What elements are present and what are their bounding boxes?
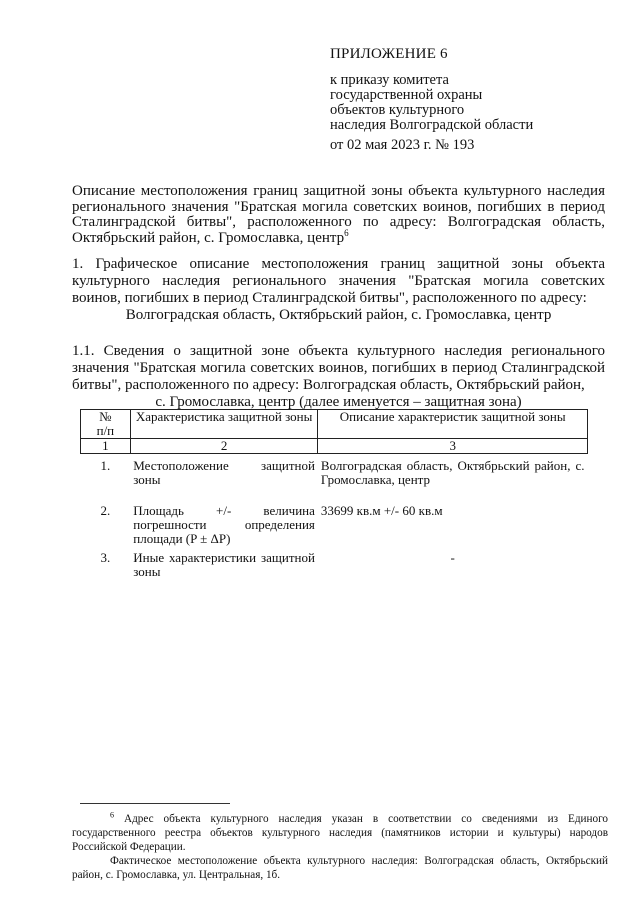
row-characteristic-part: площади (P ± ΔP) (133, 531, 231, 546)
document-title (72, 184, 605, 246)
header-number (81, 410, 131, 439)
header-description: Описание характеристик защитной зоны (318, 410, 588, 439)
table-row (81, 546, 588, 579)
footnote-mark: 6 (110, 810, 114, 820)
order-line: наследия Волгоградской области (330, 117, 534, 133)
document-title-text: Описание местоположения границ защитной зоны объекта культурного наследия регионального значения "Братская могила советских воинов, погибших в период Сталинградской битвы", расположенного по адресу: Волгоградская область, Октябрьский район, с. Громославка, центр (72, 183, 605, 246)
section-1-1-last-line: с. Громославка, центр (далее именуется – защитная зона) (155, 394, 522, 410)
row-description-dash: - (450, 550, 455, 565)
row-characteristic (130, 454, 318, 500)
row-description: Волгоградская область, Октябрьский район, с. Громославка, центр (320, 458, 585, 487)
table-header-row (81, 410, 588, 439)
row-description (318, 546, 588, 579)
row-characteristic-part: зоны (133, 472, 161, 487)
order-line: государственной охраны (330, 87, 483, 103)
header-number-line2: п/п (96, 423, 115, 438)
section-1-1-text: 1.1. Сведения о защитной зоне объекта культурного наследия регионального значения "Братская могила советских воинов, погибших в период Сталинградской битвы", расположенного по адресу: Волгоградская область, Октябрьский район, (72, 343, 605, 393)
order-line: к приказу комитета (330, 72, 449, 88)
column-number: 2 (130, 439, 318, 454)
header-characteristic: Характеристика защитной зоны (130, 410, 318, 439)
table-row (81, 499, 588, 546)
order-reference (330, 73, 533, 133)
appendix-title: ПРИЛОЖЕНИЕ 6 (330, 46, 448, 62)
footnotes (72, 812, 608, 882)
section-1-text: 1. Графическое описание местоположения границ защитной зоны объекта культурного наследия регионального значения "Братская могила советских воинов, погибших в период Сталинградской битвы", расположенного по адресу: (72, 256, 605, 306)
footnote-2: Фактическое местоположение объекта культурного наследия: Волгоградская область, Октябрьский район, с. Громославка, ул. Центральная, 1б. (72, 855, 608, 881)
row-number: 1. (100, 458, 111, 473)
order-line: объектов культурного (330, 102, 465, 118)
row-description: 33699 кв.м +/- 60 кв.м (320, 503, 443, 518)
row-characteristic-part: Площадь +/- величина (133, 503, 315, 518)
footnote-1-text: Адрес объекта культурного наследия указан в соответствии со сведениями из Единого государственного реестра объектов культурного наследия (памятников истории и культуры) народов Российской Федерации. (72, 813, 609, 853)
order-date: от 02 мая 2023 г. № 193 (330, 137, 475, 153)
table-row (81, 454, 588, 500)
row-characteristic: Иные характеристики защитной зоны (133, 550, 315, 579)
row-characteristic-part: Местоположение (133, 458, 229, 473)
protection-zone-table (80, 409, 588, 579)
header-number-line1: № (99, 409, 112, 424)
column-number-row (81, 439, 588, 454)
row-characteristic-part: защитной (260, 458, 315, 473)
section-1-1 (72, 343, 605, 411)
section-1-address: Волгоградская область, Октябрьский район, с. Громославка, центр (125, 307, 552, 323)
column-number: 3 (318, 439, 588, 454)
footnote-separator (80, 803, 230, 804)
column-number: 1 (81, 439, 131, 454)
row-characteristic-part: погрешности определения (133, 517, 315, 532)
section-1 (72, 256, 605, 324)
row-number: 3. (100, 550, 111, 565)
footnote-1 (72, 812, 608, 854)
footnote-mark: 6 (344, 227, 349, 238)
row-characteristic (130, 499, 318, 546)
row-number: 2. (100, 503, 111, 518)
